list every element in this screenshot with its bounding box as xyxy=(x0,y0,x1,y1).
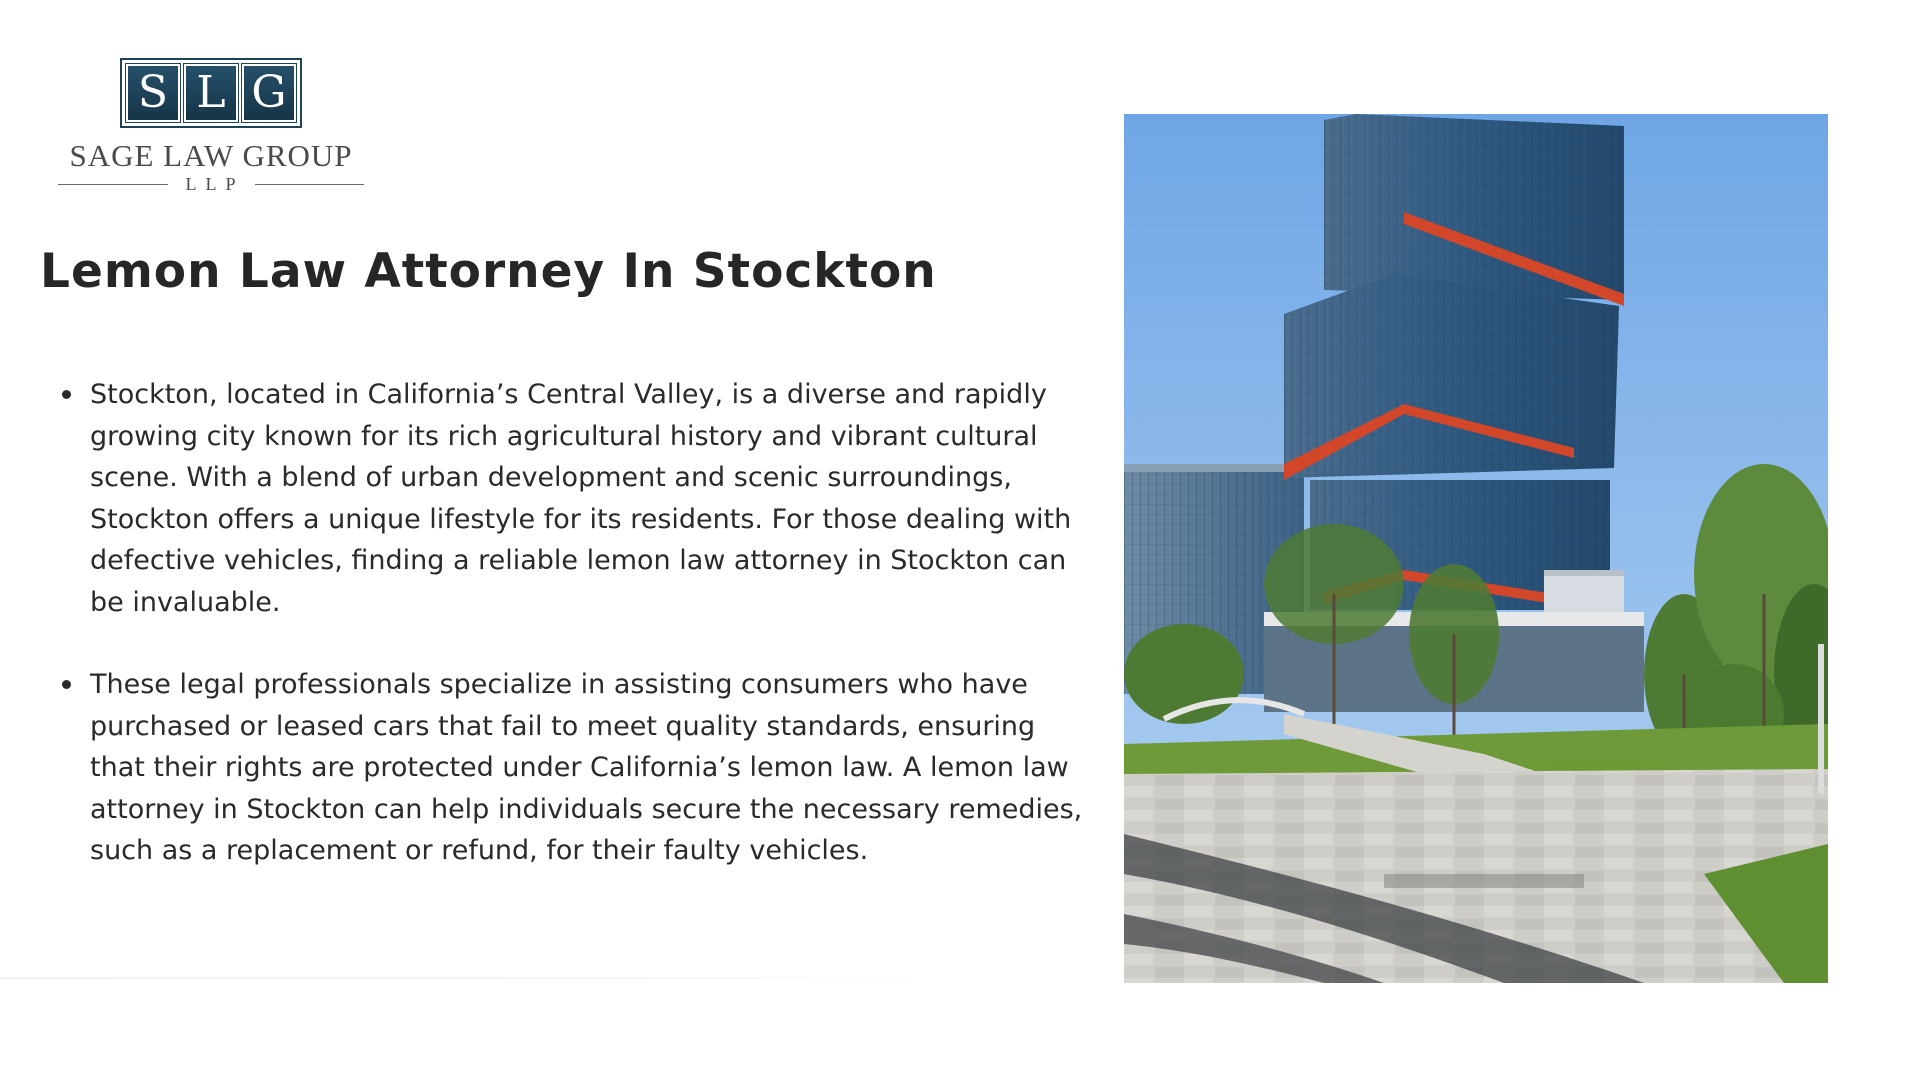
logo-monogram xyxy=(120,58,302,128)
office-tower-photo xyxy=(1124,114,1828,983)
bullet-list xyxy=(56,374,1092,913)
bullet-item-legal-professionals xyxy=(56,664,1092,872)
logo-suffix: LLP xyxy=(185,174,245,194)
logo-letter-l: L xyxy=(184,64,238,122)
bullet-text: These legal professionals specialize in assisting consumers who have purchased or leased cars that fail to meet quality standards, ensuring that their rights are protected under California’s lemon law. A lemon law attorney in Stockton can help individuals secure the necessary remedies, such as a replacement or refund, for their faulty vehicles. xyxy=(90,669,1083,866)
logo-rule-right xyxy=(255,184,365,185)
logo-letter-g: G xyxy=(242,64,296,122)
logo-firm-name: SAGE LAW GROUP xyxy=(69,138,353,173)
logo-rule-left xyxy=(58,184,168,185)
bullet-item-stockton xyxy=(56,374,1092,623)
logo-suffix-row xyxy=(58,174,364,194)
bullet-dot-icon xyxy=(62,680,71,689)
bullet-text: Stockton, located in California’s Central Valley, is a diverse and rapidly growing city known for its rich agricultural history and vibrant cultural scene. With a blend of urban development and scenic surroundings, Stockton offers a unique lifestyle for its residents. For those dealing with defective vehicles, finding a reliable lemon law attorney in Stockton can be invaluable. xyxy=(90,379,1072,618)
sage-law-group-logo xyxy=(58,58,364,194)
bullet-dot-icon xyxy=(62,390,71,399)
page-title: Lemon Law Attorney In Stockton xyxy=(40,244,937,299)
bottom-divider xyxy=(0,977,980,979)
logo-letter-s: S xyxy=(126,64,180,122)
